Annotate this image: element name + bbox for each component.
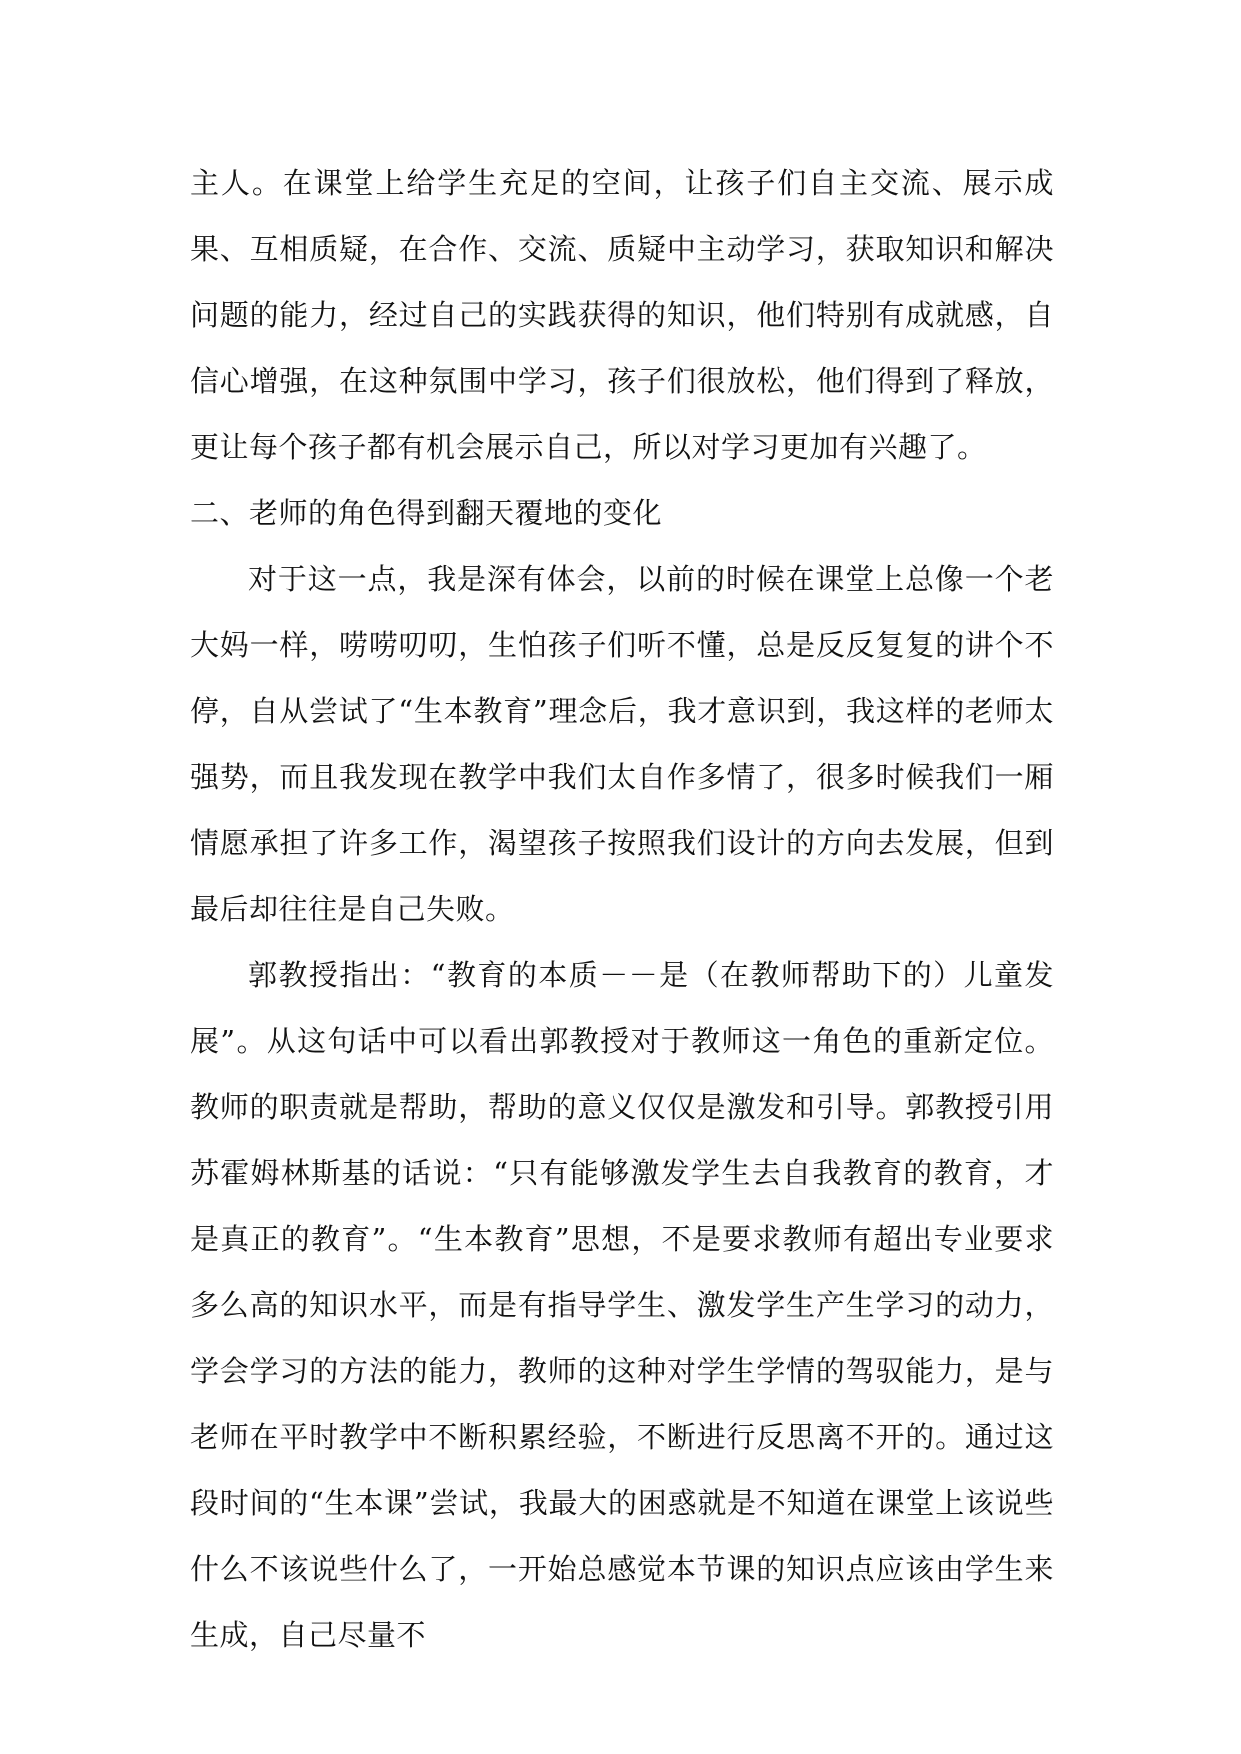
paragraph-3: 郭教授指出：“教育的本质－－是（在教师帮助下的）儿童发展”。从这句话中可以看出郭教授对于教师这一角色的重新定位。教师的职责就是帮助，帮助的意义仅仅是激发和引导。郭教授引用苏霍姆林斯基的话说：“只有能够激发学生去自我教育的教育，才是真正的教育”。“生本教育”思想，不是要求教师有超出专业要求多么高的知识水平，而是有指导学生、激发学生产生学习的动力，学会学习的方法的能力，教师的这种对学生学情的驾驭能力，是与老师在平时教学中不断积累经验，不断进行反思离不开的。通过这段时间的“生本课”尝试，我最大的困惑就是不知道在课堂上该说些什么不该说些什么了，一开始总感觉本节课的知识点应该由学生来生成，自己尽量不 [190, 958, 1054, 1652]
paragraph-1: 主人。在课堂上给学生充足的空间，让孩子们自主交流、展示成果、互相质疑，在合作、交流、质疑中主动学习，获取知识和解决问题的能力，经过自己的实践获得的知识，他们特别有成就感，自信心增强，在这种氛围中学习，孩子们很放松，他们得到了释放，更让每个孩子都有机会展示自己，所以对学习更加有兴趣了。 [190, 166, 1054, 464]
document-body [190, 150, 1054, 1668]
paragraph-2: 对于这一点，我是深有体会，以前的时候在课堂上总像一个老大妈一样，唠唠叨叨，生怕孩子们听不懂，总是反反复复的讲个不停，自从尝试了“生本教育”理念后，我才意识到，我这样的老师太强势，而且我发现在教学中我们太自作多情了，很多时候我们一厢情愿承担了许多工作，渴望孩子按照我们设计的方向去发展，但到最后却往往是自己失败。 [190, 562, 1054, 926]
section-heading: 二、老师的角色得到翻天覆地的变化 [190, 496, 663, 530]
